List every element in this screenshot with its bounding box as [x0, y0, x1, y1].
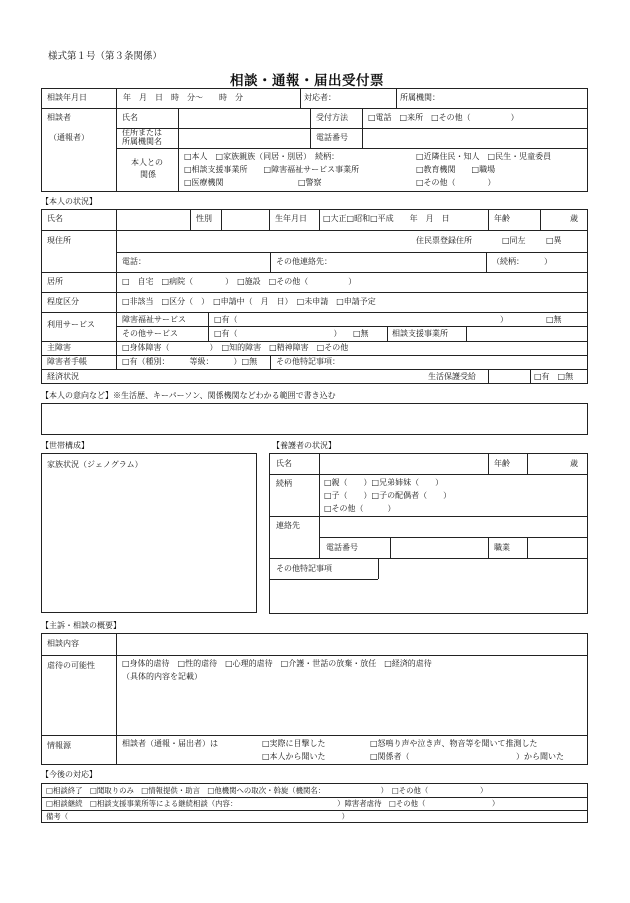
service-welfare-label: 障害福祉サービス — [122, 315, 186, 324]
service-other-yes[interactable]: □有（ ） — [214, 329, 342, 338]
service-welfare-no[interactable]: □無 — [546, 315, 562, 324]
relation-row2-a[interactable]: □相談支援事業所 □障害福祉サービス事業所 — [184, 165, 360, 174]
caller-label: 相談者 — [47, 113, 71, 122]
source-opt2[interactable]: □怒鳴り声や泣き声、物音等を聞いて推測した — [370, 739, 538, 748]
relation-row2-b[interactable]: □教育機関 □職場 — [416, 165, 496, 174]
abuse-label: 虐待の可能性 — [47, 661, 95, 670]
level-label: 程度区分 — [47, 297, 79, 306]
caller-address-label: 住所または — [122, 128, 162, 137]
service-other-label: その他サービス — [122, 329, 178, 338]
caregiver-notes-label: その他特記事項 — [276, 564, 332, 573]
relation-row1-a[interactable]: □本人 □家族親族（同居・別居） 続柄： — [184, 152, 340, 161]
person-age-unit: 歳 — [570, 214, 578, 223]
disability-label: 主障害 — [47, 343, 71, 352]
caregiver-job-label: 職業 — [494, 543, 510, 552]
person-notes-label: その他特記事項： — [276, 357, 340, 366]
reception-date-value[interactable]: 年 月 日 時 分～ 時 分 — [123, 93, 243, 102]
caller-name-label: 氏名 — [122, 113, 138, 122]
residence-options[interactable]: □ 自宅 □病院（ ） □施設 □その他（ ） — [122, 277, 357, 286]
response-row1[interactable]: □相談終了 □聞取りのみ □情報提供・助言 □他機関への取次・斡旋（機関名： ） □その他（ ） — [46, 786, 488, 795]
source-opt4[interactable]: □関係者（ — [370, 752, 410, 761]
handbook-options[interactable]: □有（種別： 等級： ）□無 — [122, 357, 258, 366]
section-caregiver: 【養護者の状況】 — [272, 441, 336, 450]
source-opt3[interactable]: □本人から聞いた — [262, 752, 326, 761]
service-label: 利用サービス — [47, 320, 95, 329]
abuse-detail: （具体的内容を記載） — [122, 672, 202, 681]
caller-address-label-2: 所属機関名 — [122, 137, 162, 146]
caller-method-options[interactable]: □電話 □来所 □その他（ ） — [368, 113, 519, 122]
registered-same[interactable]: □同左 — [502, 236, 526, 245]
person-dob-options[interactable]: □大正□昭和□平成 年 月 日 — [323, 214, 450, 223]
person-name-label: 氏名 — [47, 214, 63, 223]
section-summary: 【主訴・相談の概要】 — [41, 621, 121, 630]
person-address-label: 現住所 — [47, 236, 71, 245]
section-household: 【世帯構成】 — [41, 441, 89, 450]
economic-label: 経済状況 — [47, 372, 79, 381]
relation-row3-c[interactable]: □その他（ ） — [416, 178, 496, 187]
response-row3[interactable]: 備考（ ） — [46, 812, 350, 821]
person-sex-label: 性別 — [196, 214, 212, 223]
registered-address-label: 住民票登録住所 — [416, 236, 472, 245]
caller-label-sub: （通報者） — [49, 133, 89, 142]
caregiver-age-unit: 歳 — [570, 459, 578, 468]
disability-options[interactable]: □身体障害（ ） □知的障害 □精神障害 □その他 — [122, 343, 349, 352]
source-label: 情報源 — [47, 741, 71, 750]
section-person: 【本人の状況】 — [41, 197, 97, 206]
service-welfare-yes[interactable]: □有（ — [214, 315, 238, 324]
family-label: 家族状況（ジェノグラム） — [47, 460, 143, 469]
caller-relation-label: 本人との — [131, 158, 163, 167]
service-welfare-close: ） — [500, 315, 508, 324]
abuse-options[interactable]: □身体的虐待 □性的虐待 □心理的虐待 □介護・世話の放棄・放任 □経済的虐待 — [122, 659, 432, 668]
caregiver-relation-label: 続柄 — [276, 479, 292, 488]
welfare-options[interactable]: □有 □無 — [534, 372, 574, 381]
caller-method-label: 受付方法 — [316, 113, 348, 122]
response-row2[interactable]: □相談継続 □相談支援事業所等による継続相談（内容： ）障害者虐待 □その他（ ） — [46, 799, 500, 808]
welfare-label: 生活保護受給 — [428, 372, 476, 381]
section-intent: 【本人の意向など】※生活歴、キーパーソン、関係機関などわかる範囲で書き込む — [41, 391, 336, 400]
relation-row3-a[interactable]: □医療機関 — [184, 178, 224, 187]
caller-relation-label-2: 関係 — [140, 170, 156, 179]
person-other-contact: その他連絡先： — [276, 257, 332, 266]
caregiver-contact-label: 連絡先 — [276, 521, 300, 530]
handbook-label: 障害者手帳 — [47, 357, 87, 366]
caller-phone-label: 電話番号 — [316, 133, 348, 142]
reception-date-label: 相談年月日 — [47, 93, 87, 102]
person-relation[interactable]: （続柄： ） — [492, 257, 552, 266]
caregiver-relation-row1[interactable]: □親（ ）□兄弟姉妹（ ） — [324, 478, 444, 487]
source-caller: 相談者（通報・届出者）は — [122, 739, 218, 748]
page-title: 相談・通報・届出受付票 — [230, 73, 384, 89]
caregiver-age-label: 年齢 — [494, 459, 510, 468]
content-label: 相談内容 — [47, 639, 79, 648]
household-box[interactable] — [41, 453, 257, 613]
caregiver-phone-label: 電話番号 — [326, 543, 358, 552]
agency-label[interactable]: 所属機関： — [400, 93, 440, 102]
handler-label[interactable]: 対応者： — [304, 93, 336, 102]
person-dob-label: 生年月日 — [275, 214, 307, 223]
form-number: 様式第１号（第３条関係） — [48, 51, 163, 62]
relation-row1-b[interactable]: □近隣住民・知人 □民生・児童委員 — [416, 152, 552, 161]
source-opt1[interactable]: □実際に目撃した — [262, 739, 326, 748]
section-response: 【今後の対応】 — [41, 770, 97, 779]
service-other-no[interactable]: □無 — [353, 329, 369, 338]
registered-diff[interactable]: □異 — [546, 236, 562, 245]
relation-row3-b[interactable]: □警察 — [298, 178, 322, 187]
residence-label: 居所 — [47, 277, 63, 286]
intent-box[interactable] — [41, 403, 588, 435]
level-options[interactable]: □非該当 □区分（ ） □申請中（ 月 日） □未申請 □申請予定 — [122, 297, 376, 306]
source-opt4-end: ）から聞いた — [516, 752, 564, 761]
caregiver-relation-row3[interactable]: □その他（ ） — [324, 504, 396, 513]
service-support-label: 相談支援事業所 — [392, 329, 448, 338]
caregiver-name-label: 氏名 — [276, 459, 292, 468]
person-phone-label: 電話： — [122, 257, 146, 266]
person-age-label: 年齢 — [494, 214, 510, 223]
caregiver-relation-row2[interactable]: □子（ ）□子の配偶者（ ） — [324, 491, 452, 500]
